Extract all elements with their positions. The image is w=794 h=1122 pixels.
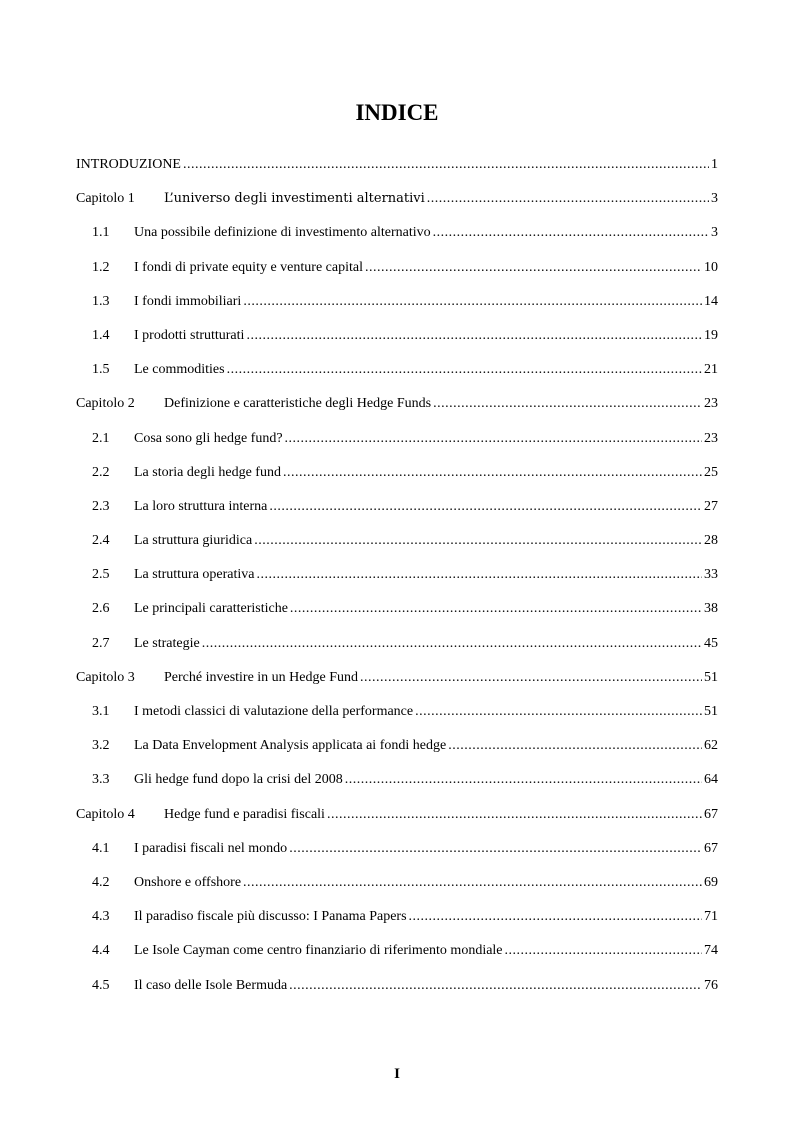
toc-entry-text: I fondi immobiliari: [134, 293, 242, 309]
toc-entry-chapter-4[interactable]: [76, 798, 718, 832]
toc-entry-page: 3: [711, 191, 718, 207]
toc-entry-text: Le principali caratteristiche: [134, 601, 288, 617]
dot-leader: [243, 866, 702, 900]
toc-entry-number: 3.3: [92, 772, 110, 788]
dot-leader: [290, 592, 702, 626]
toc-entry-page: 64: [704, 772, 718, 788]
dot-leader: [415, 695, 702, 729]
toc-entry-page: 67: [704, 840, 718, 856]
toc-entry-2-1[interactable]: [76, 422, 718, 456]
dot-leader: [433, 387, 702, 421]
toc-entry-page: 38: [704, 601, 718, 617]
dot-leader: [289, 832, 702, 866]
dot-leader: [505, 934, 702, 968]
toc-entry-text: La struttura operativa: [134, 567, 255, 583]
toc-entry-page: 23: [704, 396, 718, 412]
toc-entry-4-2[interactable]: [76, 866, 718, 900]
toc-entry-3-3[interactable]: [76, 763, 718, 797]
toc-entry-page: 14: [704, 293, 718, 309]
toc-entry-text: Una possibile definizione di investimento alternativo: [134, 225, 431, 241]
dot-leader: [246, 319, 702, 353]
toc-entry-text: L’universo degli investimenti alternativi: [164, 191, 425, 207]
toc-entry-number: 2.5: [92, 567, 110, 583]
toc-entry-page: 3: [711, 225, 718, 241]
toc-entry-text: Hedge fund e paradisi fiscali: [164, 806, 325, 822]
toc-entry-text: Gli hedge fund dopo la crisi del 2008: [134, 772, 343, 788]
toc-entry-chapter-1[interactable]: [76, 182, 718, 216]
toc-entry-2-5[interactable]: [76, 558, 718, 592]
toc-entry-page: 51: [704, 669, 718, 685]
dot-leader: [360, 661, 702, 695]
toc-entry-chapter-2[interactable]: [76, 387, 718, 421]
toc-entry-text: La storia degli hedge fund: [134, 464, 281, 480]
toc-entry-text: I paradisi fiscali nel mondo: [134, 840, 288, 856]
toc-entry-page: 69: [704, 874, 718, 890]
toc-entry-text: Onshore e offshore: [134, 874, 242, 890]
toc-entry-number: 1.2: [92, 259, 110, 275]
toc-entry-page: 74: [704, 943, 718, 959]
toc-entry-page: 19: [704, 327, 718, 343]
dot-leader: [227, 353, 702, 387]
toc-entry-number: 2.2: [92, 464, 110, 480]
toc-entry-text: Cosa sono gli hedge fund?: [134, 430, 283, 446]
toc-entry-chapter-3[interactable]: [76, 661, 718, 695]
toc-entry-1-5[interactable]: [76, 353, 718, 387]
page-title: INDICE: [355, 100, 439, 125]
dot-leader: [427, 182, 709, 216]
toc-entry-1-3[interactable]: [76, 285, 718, 319]
toc-entry-page: 28: [704, 533, 718, 549]
toc-entry-page: 62: [704, 738, 718, 754]
toc-entry-number: Capitolo 2: [76, 396, 135, 412]
dot-leader: [202, 627, 702, 661]
toc-entry-4-1[interactable]: [76, 832, 718, 866]
toc-entry-number: 1.4: [92, 327, 110, 343]
toc-entry-page: 45: [704, 635, 718, 651]
dot-leader: [254, 524, 702, 558]
toc-entry-4-5[interactable]: [76, 969, 718, 1003]
dot-leader: [433, 216, 709, 250]
dot-leader: [409, 900, 702, 934]
toc-entry-3-2[interactable]: [76, 729, 718, 763]
toc-entry-3-1[interactable]: [76, 695, 718, 729]
toc-entry-text: Le strategie: [134, 635, 200, 651]
toc-entry-page: 1: [711, 157, 718, 172]
toc-entry-number: 4.4: [92, 943, 110, 959]
toc-entry-page: 21: [704, 362, 718, 378]
toc-entry-number: 2.7: [92, 635, 110, 651]
toc-entry-text: Perché investire in un Hedge Fund: [164, 669, 359, 685]
toc-entry-number: 4.3: [92, 909, 110, 925]
toc-entry-number: Capitolo 3: [76, 669, 135, 685]
toc-entry-page: 33: [704, 567, 718, 583]
toc-entry-introduzione[interactable]: [76, 148, 718, 182]
toc-entry-number: 2.4: [92, 533, 110, 549]
toc-entry-number: 4.1: [92, 840, 110, 856]
page-number: I: [394, 1066, 400, 1082]
toc-entry-text: Le Isole Cayman come centro finanziario di riferimento mondiale: [134, 943, 503, 959]
toc-entry-2-7[interactable]: [76, 627, 718, 661]
toc-entry-number: 2.1: [92, 430, 110, 446]
toc-entry-number: Capitolo 1: [76, 191, 135, 207]
dot-leader: [183, 148, 709, 182]
toc-entry-2-4[interactable]: [76, 524, 718, 558]
toc-entry-2-2[interactable]: [76, 456, 718, 490]
dot-leader: [283, 456, 702, 490]
toc-entry-text: Definizione e caratteristiche degli Hedge Funds: [164, 396, 432, 412]
toc-entry-4-3[interactable]: [76, 900, 718, 934]
toc-entry-2-6[interactable]: [76, 592, 718, 626]
dot-leader: [285, 422, 702, 456]
dot-leader: [289, 969, 702, 1003]
toc-entry-text: INTRODUZIONE: [76, 157, 181, 172]
toc-entry-text: Il paradiso fiscale più discusso: I Panama Papers: [134, 909, 407, 925]
table-of-contents: [76, 148, 718, 1003]
dot-leader: [365, 251, 702, 285]
toc-entry-text: Il caso delle Isole Bermuda: [134, 977, 288, 993]
toc-entry-text: Le commodities: [134, 362, 225, 378]
dot-leader: [269, 490, 702, 524]
dot-leader: [257, 558, 702, 592]
toc-entry-text: I fondi di private equity e venture capital: [134, 259, 363, 275]
toc-entry-1-4[interactable]: [76, 319, 718, 353]
toc-entry-1-1[interactable]: [76, 216, 718, 250]
toc-entry-number: 4.5: [92, 977, 110, 993]
toc-entry-number: 1.3: [92, 293, 110, 309]
toc-entry-page: 76: [704, 977, 718, 993]
toc-entry-page: 23: [704, 430, 718, 446]
toc-entry-number: 3.1: [92, 704, 110, 719]
toc-entry-page: 51: [704, 704, 718, 719]
dot-leader: [243, 285, 702, 319]
toc-entry-number: 4.2: [92, 874, 110, 890]
toc-entry-number: 1.1: [92, 225, 110, 241]
toc-entry-4-4[interactable]: [76, 934, 718, 968]
toc-entry-2-3[interactable]: [76, 490, 718, 524]
toc-entry-page: 10: [704, 259, 718, 275]
toc-entry-page: 27: [704, 498, 718, 514]
dot-leader: [345, 763, 702, 797]
toc-entry-text: La loro struttura interna: [134, 498, 268, 514]
toc-entry-text: La struttura giuridica: [134, 533, 253, 549]
toc-entry-page: 25: [704, 464, 718, 480]
toc-entry-text: I prodotti strutturati: [134, 327, 245, 343]
toc-entry-number: 2.3: [92, 498, 110, 514]
toc-entry-number: 2.6: [92, 601, 110, 617]
dot-leader: [448, 729, 702, 763]
toc-entry-number: 1.5: [92, 362, 110, 378]
dot-leader: [327, 798, 702, 832]
toc-entry-text: La Data Envelopment Analysis applicata ai fondi hedge: [134, 738, 447, 754]
toc-entry-page: 67: [704, 806, 718, 822]
toc-entry-number: Capitolo 4: [76, 806, 135, 822]
toc-entry-text: I metodi classici di valutazione della performance: [134, 704, 414, 719]
toc-entry-number: 3.2: [92, 738, 110, 754]
toc-entry-page: 71: [704, 909, 718, 925]
toc-entry-1-2[interactable]: [76, 251, 718, 285]
